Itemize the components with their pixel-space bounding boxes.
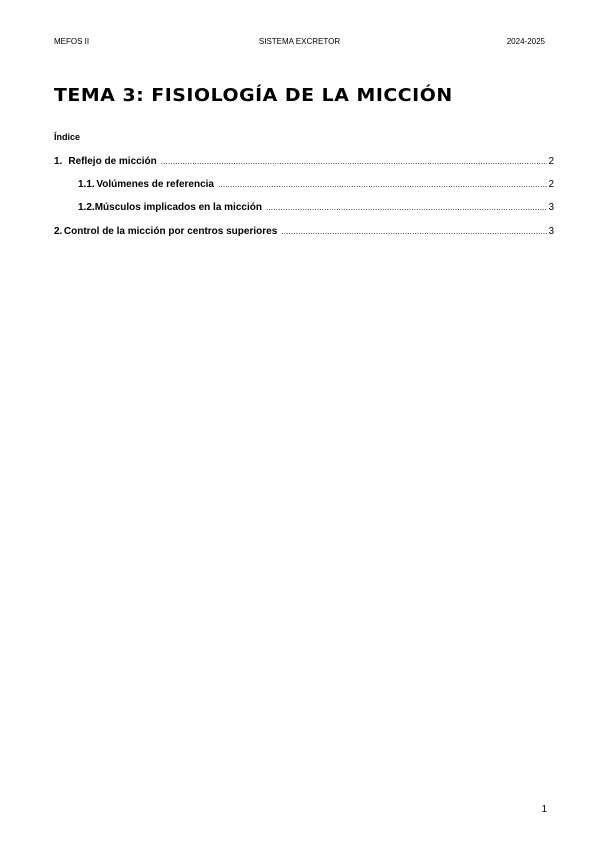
toc-entry-label: Reflejo de micción bbox=[68, 156, 157, 167]
toc-entry-number: 1.2. bbox=[78, 202, 95, 213]
toc-entry[interactable] bbox=[54, 179, 554, 193]
toc-entry[interactable] bbox=[54, 202, 554, 216]
header-subject: SISTEMA EXCRETOR bbox=[258, 37, 341, 46]
toc-entry-label: Músculos implicados en la micción bbox=[94, 202, 262, 213]
toc-entry-label: Volúmenes de referencia bbox=[96, 179, 214, 190]
toc-entry-page: 3 bbox=[548, 226, 554, 237]
toc-entry-page: 2 bbox=[548, 156, 554, 167]
toc-entry-page: 3 bbox=[548, 202, 554, 213]
toc-entry-number: 2. bbox=[54, 226, 63, 237]
header-course: MEFOS II bbox=[54, 37, 90, 46]
toc-entry-label: Control de la micción por centros superiores bbox=[63, 226, 278, 237]
header-year: 2024-2025 bbox=[506, 37, 545, 46]
toc-leader-dots bbox=[218, 180, 547, 189]
toc-heading: Índice bbox=[54, 132, 81, 142]
page-title: TEMA 3: FISIOLOGÍA DE LA MICCIÓN bbox=[54, 85, 453, 106]
toc-entry[interactable] bbox=[54, 156, 554, 170]
toc-entry[interactable] bbox=[54, 226, 554, 240]
toc-leader-dots bbox=[266, 203, 547, 212]
toc-leader-dots bbox=[281, 227, 547, 236]
toc-entry-number: 1. bbox=[54, 156, 63, 167]
toc-leader-dots bbox=[161, 157, 548, 166]
toc-entry-page: 2 bbox=[548, 179, 554, 190]
page-number: 1 bbox=[541, 804, 547, 815]
toc-entry-number: 1.1. bbox=[78, 179, 95, 190]
page-header bbox=[54, 37, 545, 49]
